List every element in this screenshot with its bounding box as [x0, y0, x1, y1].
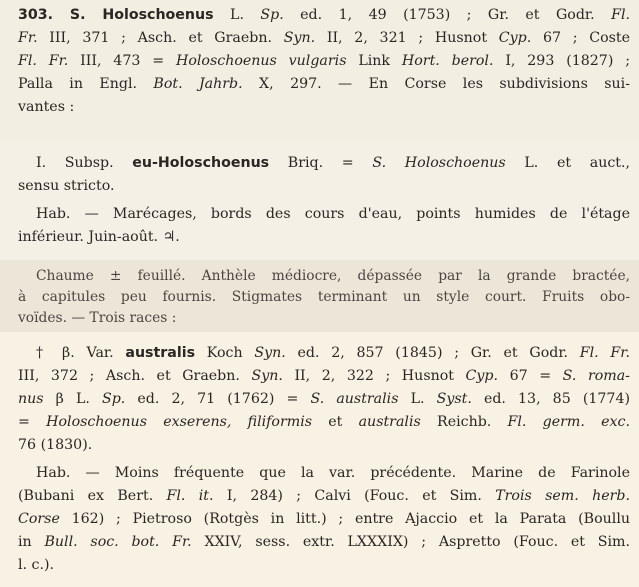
habitat-paragraph-2: [18, 462, 630, 577]
text-line: [18, 508, 630, 531]
italic-text: Hort. berol.: [401, 53, 494, 69]
text-run: l. c.).: [18, 557, 55, 573]
text-line: [18, 434, 630, 457]
description-paragraph: [18, 266, 630, 329]
text-run: β L.: [43, 391, 102, 407]
italic-text: Cyp.: [465, 368, 499, 384]
italic-text: S. australis: [310, 391, 399, 407]
text-run: et: [312, 414, 359, 430]
italic-text: Fl.: [611, 7, 630, 23]
text-run: II, 2, 322 ; Husnot: [282, 368, 466, 384]
text-run: =: [18, 414, 47, 430]
text-line: [18, 462, 630, 485]
text-line: [18, 226, 630, 249]
text-run: Reichb.: [420, 414, 508, 430]
text-run: 67 ; Coste: [531, 30, 630, 46]
italic-text: Fl. Fr.: [579, 345, 631, 361]
italic-text: Fl. Fr.: [18, 53, 69, 69]
text-run: inférieur. Juin-août. ♃.: [18, 229, 180, 245]
text-run: L.: [398, 391, 437, 407]
text-run: (Bubani ex Bert.: [18, 488, 167, 504]
text-run: ed. 13, 85 (1774): [471, 391, 631, 407]
bold-name: S.: [69, 7, 103, 23]
text-run: 162) ; Pietroso (Rotgès in litt.) ; entre Ajaccio et la Parata (Boullu: [59, 511, 630, 527]
italic-text: Holoschoenus exserens, filiformis: [46, 414, 313, 430]
text-run: III, 473 =: [68, 53, 176, 69]
subspecies-heading: [18, 152, 630, 198]
text-run: ed. 2, 71 (1762) =: [125, 391, 311, 407]
text-run: I. Subsp.: [36, 155, 133, 171]
italic-text: S. Holoschoenus: [372, 155, 506, 171]
bold-name: 303.: [18, 7, 70, 23]
italic-text: Holoschoenus vulgaris: [175, 53, 347, 69]
text-run: I, 284) ; Calvi (Fouc. et Sim.: [213, 488, 496, 504]
text-run: ed. 2, 857 (1845) ; Gr. et Godr.: [285, 345, 580, 361]
italic-text: Cyp.: [498, 30, 532, 46]
text-line: [18, 175, 630, 198]
text-line: [18, 342, 630, 365]
bold-name: australis: [125, 345, 196, 361]
text-run: Chaume ± feuillé. Anthèle médiocre, dépassée par la grande bractée,: [36, 268, 630, 284]
text-run: Hab. — Moins fréquente que la var. précédente. Marine de Farinole: [36, 465, 630, 481]
text-run: I, 293 (1827) ;: [493, 53, 630, 69]
italic-text: Sp.: [101, 391, 126, 407]
text-line: [18, 73, 630, 96]
italic-text: Fl. it.: [166, 488, 214, 504]
text-run: III, 371 ; Asch. et Graebn.: [37, 30, 284, 46]
text-run: XXIV, sess. extr. LXXXIX) ; Aspretto (Fouc. et Sim.: [191, 534, 630, 550]
habitat-paragraph-1: [18, 203, 630, 249]
text-line: [18, 308, 630, 329]
text-line: [18, 152, 630, 175]
text-line: [18, 50, 630, 73]
text-run: L.: [213, 7, 261, 23]
italic-text: Syn.: [251, 368, 283, 384]
text-run: † β. Var.: [36, 345, 126, 361]
text-line: [18, 554, 630, 577]
text-run: L. et auct.,: [505, 155, 630, 171]
variety-entry: [18, 342, 630, 457]
italic-text: Corse: [18, 511, 60, 527]
text-run: II, 2, 321 ; Husnot: [315, 30, 499, 46]
text-run: X, 297. — En Corse les subdivisions sui-: [242, 76, 631, 92]
text-line: [18, 287, 630, 308]
text-line: [18, 531, 630, 554]
text-run: 76 (1830).: [18, 437, 93, 453]
text-run: Link: [346, 53, 402, 69]
text-line: [18, 4, 630, 27]
text-line: [18, 485, 630, 508]
text-line: [18, 203, 630, 226]
text-run: 67 =: [498, 368, 563, 384]
species-entry: [18, 4, 630, 119]
italic-text: nus: [18, 391, 44, 407]
italic-text: Trois sem. herb.: [495, 488, 631, 504]
italic-text: Syst.: [436, 391, 472, 407]
text-line: [18, 365, 630, 388]
text-run: Koch: [195, 345, 255, 361]
text-run: vantes :: [18, 99, 75, 115]
italic-text: Fl. germ. exc.: [507, 414, 630, 430]
italic-text: Bull. soc. bot. Fr.: [44, 534, 192, 550]
italic-text: Sp.: [260, 7, 284, 23]
text-line: [18, 266, 630, 287]
italic-text: Syn.: [254, 345, 286, 361]
text-run: ed. 1, 49 (1753) ; Gr. et Godr.: [283, 7, 612, 23]
text-run: sensu stricto.: [18, 178, 115, 194]
bold-name: Holoschoenus: [102, 7, 214, 23]
italic-text: S. roma-: [562, 368, 630, 384]
text-run: in: [18, 534, 45, 550]
italic-text: Syn.: [283, 30, 316, 46]
bold-name: eu-Holoschoenus: [132, 155, 270, 171]
text-run: voïdes. — Trois races :: [18, 310, 177, 326]
italic-text: australis: [358, 414, 421, 430]
italic-text: Bot. Jahrb.: [153, 76, 243, 92]
text-line: [18, 27, 630, 50]
text-line: [18, 388, 630, 411]
text-line: [18, 96, 630, 119]
text-run: à capitules peu fournis. Stigmates terminant un style court. Fruits obo-: [18, 289, 630, 305]
text-run: Palla in Engl.: [18, 76, 154, 92]
italic-text: Fr.: [18, 30, 38, 46]
text-run: Briq. =: [269, 155, 373, 171]
text-run: Hab. — Marécages, bords des cours d'eau, points humides de l'étage: [36, 206, 630, 222]
text-line: [18, 411, 630, 434]
text-run: III, 372 ; Asch. et Graebn.: [18, 368, 252, 384]
